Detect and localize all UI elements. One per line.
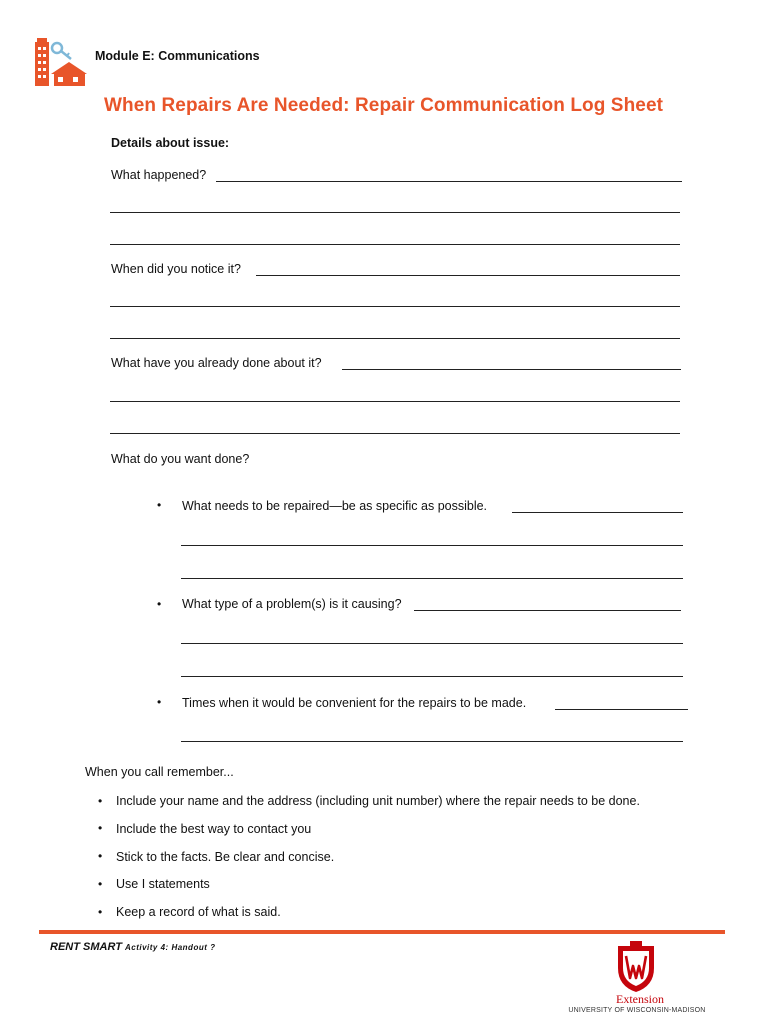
remember-item: Stick to the facts. Be clear and concise. xyxy=(116,850,335,864)
answer-line[interactable] xyxy=(110,212,680,213)
remember-heading: When you call remember... xyxy=(85,765,234,779)
answer-line[interactable] xyxy=(555,709,688,710)
bullet-icon: • xyxy=(157,498,162,512)
bullet-icon: • xyxy=(157,695,162,709)
bullet-icon: • xyxy=(157,597,162,611)
answer-line[interactable] xyxy=(110,244,680,245)
question-when-notice: When did you notice it? xyxy=(111,262,241,276)
rent-smart-logo-icon xyxy=(31,36,89,88)
answer-line[interactable] xyxy=(414,610,681,611)
footer-brand: RENT SMART xyxy=(50,941,122,953)
bullet-icon: • xyxy=(98,794,103,808)
footer-divider xyxy=(39,930,725,934)
subquestion-repaired: What needs to be repaired—be as specific as possible. xyxy=(182,499,488,513)
details-heading: Details about issue: xyxy=(111,136,230,150)
subquestion-times: Times when it would be convenient for the repairs to be made. xyxy=(182,696,527,710)
answer-line[interactable] xyxy=(110,338,680,339)
subquestion-problem: What type of a problem(s) is it causing? xyxy=(182,597,402,611)
answer-line[interactable] xyxy=(110,306,680,307)
answer-line[interactable] xyxy=(181,545,683,546)
uw-crest-icon xyxy=(614,940,658,994)
remember-item: Keep a record of what is said. xyxy=(116,905,281,919)
extension-name: Extension xyxy=(616,992,664,1006)
answer-line[interactable] xyxy=(256,275,680,276)
bullet-icon: • xyxy=(98,877,103,891)
answer-line[interactable] xyxy=(110,401,680,402)
page-title: When Repairs Are Needed: Repair Communication Log Sheet xyxy=(104,95,664,116)
answer-line[interactable] xyxy=(342,369,681,370)
remember-item: Include the best way to contact you xyxy=(116,822,312,836)
extension-subtitle: UNIVERSITY OF WISCONSIN-MADISON xyxy=(568,1007,706,1014)
answer-line[interactable] xyxy=(512,512,683,513)
bullet-icon: • xyxy=(98,849,103,863)
answer-line[interactable] xyxy=(181,643,683,644)
footer-label xyxy=(50,941,216,953)
answer-line[interactable] xyxy=(181,741,683,742)
answer-line[interactable] xyxy=(181,676,683,677)
remember-item: Include your name and the address (including unit number) where the repair needs to be done. xyxy=(116,794,640,808)
bullet-icon: • xyxy=(98,905,103,919)
remember-item: Use I statements xyxy=(116,877,210,891)
question-want-done: What do you want done? xyxy=(111,452,250,466)
question-what-happened: What happened? xyxy=(111,168,207,182)
module-label: Module E: Communications xyxy=(95,49,260,63)
question-already-done: What have you already done about it? xyxy=(111,356,322,370)
bullet-icon: • xyxy=(98,821,103,835)
answer-line[interactable] xyxy=(216,181,682,182)
answer-line[interactable] xyxy=(181,578,683,579)
footer-activity: Activity 4: Handout ? xyxy=(124,943,216,952)
answer-line[interactable] xyxy=(110,433,680,434)
